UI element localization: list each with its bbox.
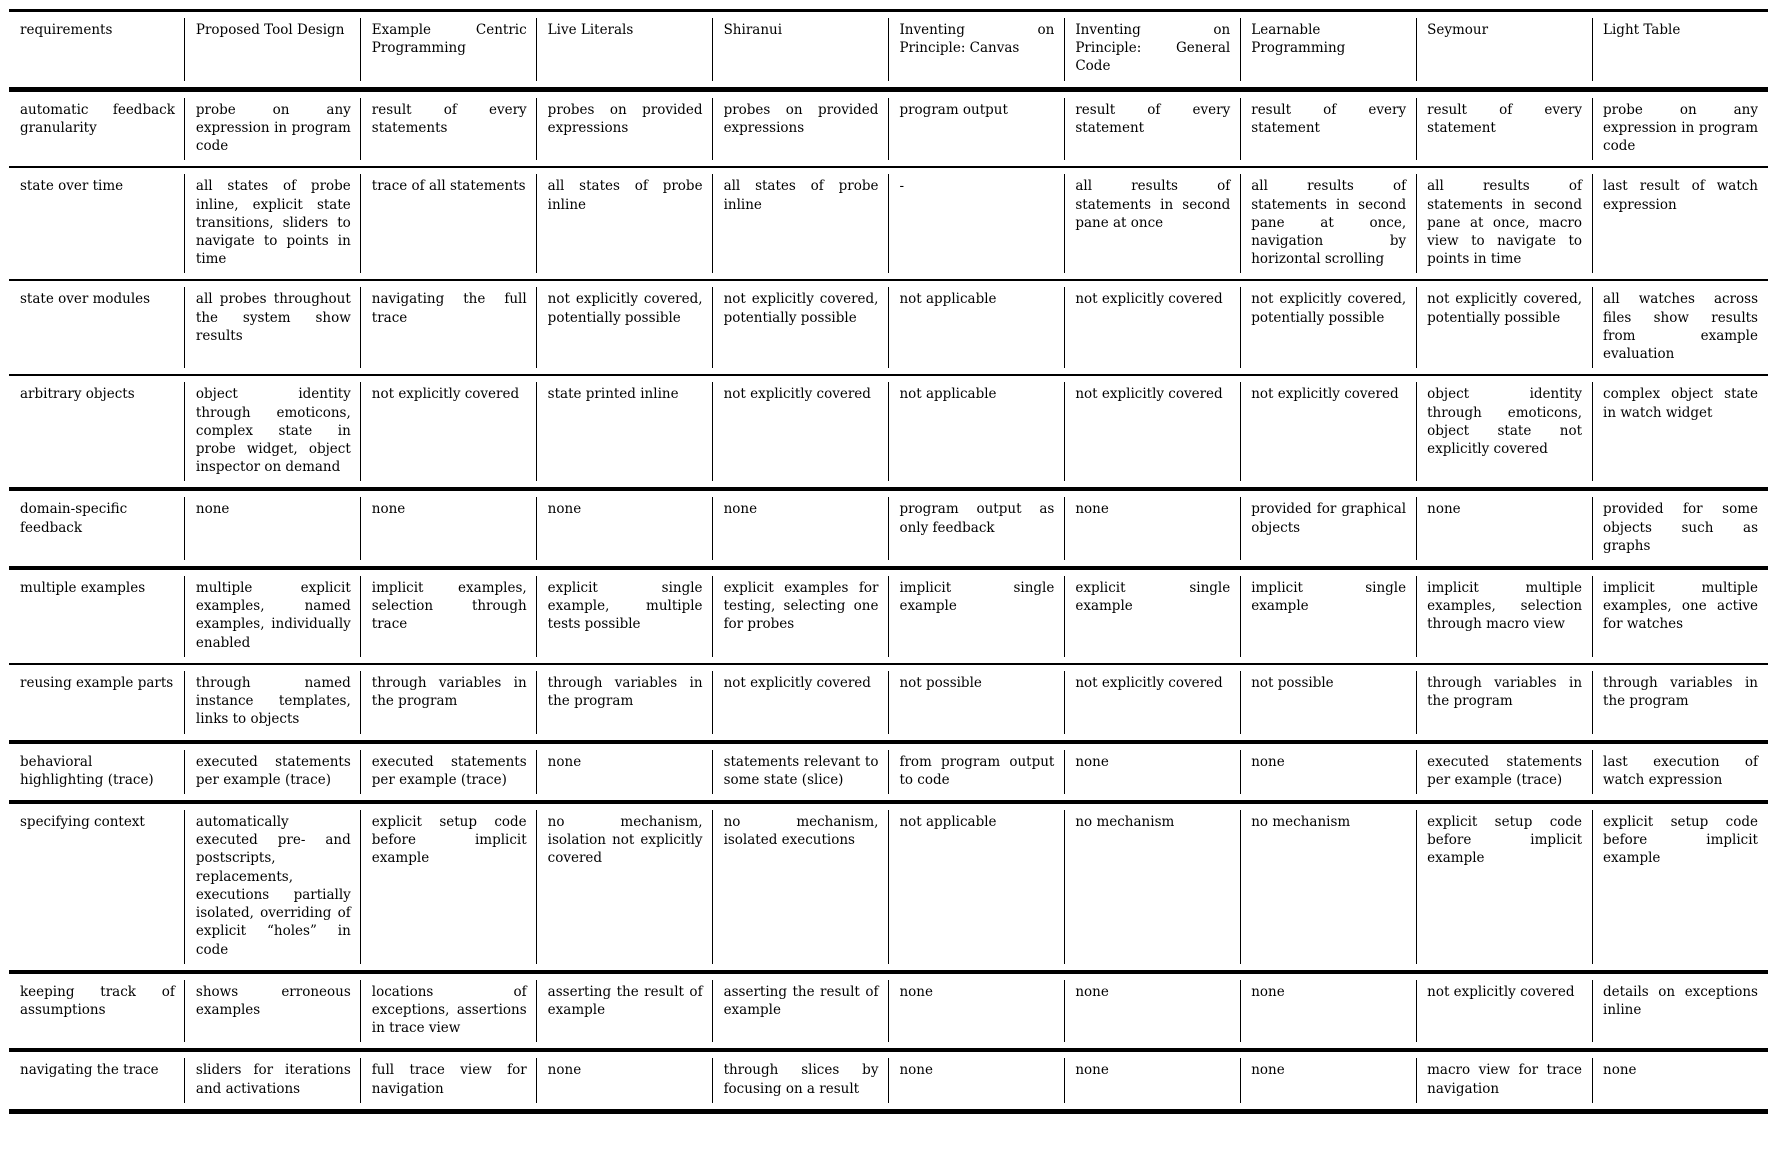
table-cell: provided for some objects such as graphs [1592,489,1768,568]
table-cell: trace of all statements [361,167,537,280]
table-cell: not explicitly covered [1064,664,1240,742]
table-cell: sliders for iterations and activations [185,1050,361,1111]
requirement-cell: automatic feedback granularity [9,89,185,167]
table-cell: not applicable [888,375,1064,489]
table-row [9,89,1768,167]
table-header [9,11,1768,90]
table-cell: all probes throughout the system show results [185,280,361,375]
table-cell: result of every statement [1416,89,1592,167]
requirement-cell: domain-specific feedback [9,489,185,568]
table-cell: not explicitly covered, potentially possible [537,280,713,375]
table-cell: not explicitly covered [1064,375,1240,489]
table-cell: automatically executed pre- and postscripts, replacements, executions partially isolated, overriding of explicit “holes” in code [185,802,361,972]
column-header: Learnable Programming [1240,11,1416,90]
table-cell: probe on any expression in program code [185,89,361,167]
table-cell: implicit single example [888,568,1064,664]
table-cell: implicit multiple examples, one active for watches [1592,568,1768,664]
table-cell: complex object state in watch widget [1592,375,1768,489]
requirement-cell: keeping track of assumptions [9,972,185,1051]
table-cell: all results of statements in second pane at once, navigation by horizontal scrolling [1240,167,1416,280]
table-row [9,167,1768,280]
table-cell: through variables in the program [1416,664,1592,742]
table-cell: statements relevant to some state (slice) [713,742,889,802]
table-cell: explicit setup code before implicit example [1592,802,1768,972]
table-cell: state printed inline [537,375,713,489]
table-cell: not applicable [888,280,1064,375]
table-cell: all states of probe inline [713,167,889,280]
table-cell: program output as only feedback [888,489,1064,568]
table-cell: through variables in the program [1592,664,1768,742]
table-cell: executed statements per example (trace) [185,742,361,802]
table-cell: not explicitly covered [713,375,889,489]
table-cell: details on exceptions inline [1592,972,1768,1051]
table-cell: result of every statement [1240,89,1416,167]
table-cell: not explicitly covered, potentially possible [1240,280,1416,375]
requirement-cell: specifying context [9,802,185,972]
column-header: Inventing on Principle: Canvas [888,11,1064,90]
table-cell: no mechanism, isolation not explicitly covered [537,802,713,972]
table-cell: explicit setup code before implicit example [1416,802,1592,972]
table-cell: none [1240,1050,1416,1111]
table-cell: explicit examples for testing, selecting one for probes [713,568,889,664]
table-cell: not explicitly covered [713,664,889,742]
table-cell: none [1240,972,1416,1051]
table-cell: not explicitly covered [1240,375,1416,489]
table-cell: object identity through emoticons, complex state in probe widget, object inspector on demand [185,375,361,489]
table-cell: from program output to code [888,742,1064,802]
table-cell: probe on any expression in program code [1592,89,1768,167]
header-row [9,11,1768,90]
column-header: Seymour [1416,11,1592,90]
column-header: Inventing on Principle: General Code [1064,11,1240,90]
table-cell: implicit examples, selection through trace [361,568,537,664]
table-cell: none [537,1050,713,1111]
table-row [9,802,1768,972]
table-body [9,89,1768,1111]
tool-comparison-table [9,9,1768,1114]
table-cell: program output [888,89,1064,167]
table-cell: not explicitly covered [1416,972,1592,1051]
column-header: Light Table [1592,11,1768,90]
table-cell: macro view for trace navigation [1416,1050,1592,1111]
requirement-cell: reusing example parts [9,664,185,742]
table-cell: provided for graphical objects [1240,489,1416,568]
column-header-requirements: requirements [9,11,185,90]
column-header: Example Centric Programming [361,11,537,90]
table-cell: executed statements per example (trace) [1416,742,1592,802]
table-cell: probes on provided expressions [537,89,713,167]
table-cell: none [537,489,713,568]
table-cell: full trace view for navigation [361,1050,537,1111]
requirement-cell: behavioral highlighting (trace) [9,742,185,802]
table-cell: none [1064,742,1240,802]
table-cell: none [1064,489,1240,568]
column-header: Proposed Tool Design [185,11,361,90]
column-header: Live Literals [537,11,713,90]
table-cell: none [888,972,1064,1051]
table-cell: none [1240,742,1416,802]
table-cell: last execution of watch expression [1592,742,1768,802]
table-row [9,489,1768,568]
table-cell: implicit single example [1240,568,1416,664]
table-cell: not possible [888,664,1064,742]
requirement-cell: arbitrary objects [9,375,185,489]
table-cell: all results of statements in second pane at once, macro view to navigate to points in time [1416,167,1592,280]
table-cell: executed statements per example (trace) [361,742,537,802]
requirement-cell: state over time [9,167,185,280]
table-cell: none [1592,1050,1768,1111]
table-cell: none [888,1050,1064,1111]
table-row [9,280,1768,375]
table-cell: implicit multiple examples, selection through macro view [1416,568,1592,664]
table-cell: through named instance templates, links to objects [185,664,361,742]
table-cell: not explicitly covered [1064,280,1240,375]
table-cell: no mechanism, isolated executions [713,802,889,972]
table-row [9,1050,1768,1111]
requirement-cell: navigating the trace [20,1062,159,1079]
table-cell: through variables in the program [537,664,713,742]
table-row [9,664,1768,742]
table-cell: explicit setup code before implicit example [361,802,537,972]
table-cell: probes on provided expressions [713,89,889,167]
requirement-cell: multiple examples [9,568,185,664]
table-cell: last result of watch expression [1592,167,1768,280]
table-cell: not possible [1240,664,1416,742]
table-cell: locations of exceptions, assertions in trace view [361,972,537,1051]
table-cell: no mechanism [1240,802,1416,972]
table-cell: none [1416,489,1592,568]
table-cell: asserting the result of example [537,972,713,1051]
table-cell: explicit single example, multiple tests possible [537,568,713,664]
table-cell: - [888,167,1064,280]
requirement-cell: state over modules [9,280,185,375]
table-cell: not explicitly covered, potentially possible [1416,280,1592,375]
table-cell: none [185,489,361,568]
table-cell: result of every statements [361,89,537,167]
table-row [9,375,1768,489]
table-cell: none [713,489,889,568]
table-cell: all states of probe inline [537,167,713,280]
table-row [9,972,1768,1051]
table-row [9,742,1768,802]
table-cell: none [361,489,537,568]
table-cell: result of every statement [1064,89,1240,167]
table-cell: through variables in the program [361,664,537,742]
table-cell: none [1064,1050,1240,1111]
table-cell: object identity through emoticons, object state not explicitly covered [1416,375,1592,489]
column-header: Shiranui [713,11,889,90]
table-cell: not explicitly covered [361,375,537,489]
table-cell: none [537,742,713,802]
table-row [9,568,1768,664]
table-cell: multiple explicit examples, named examples, individually enabled [185,568,361,664]
table-cell: none [1064,972,1240,1051]
table-cell: all states of probe inline, explicit state transitions, sliders to navigate to points in time [185,167,361,280]
table-cell: asserting the result of example [713,972,889,1051]
table-cell: explicit single example [1064,568,1240,664]
table-cell: not explicitly covered, potentially possible [713,280,889,375]
table-cell: shows erroneous examples [185,972,361,1051]
table-cell: no mechanism [1064,802,1240,972]
table-cell: through slices by focusing on a result [713,1050,889,1111]
table-cell: all watches across files show results from example evaluation [1592,280,1768,375]
table-cell: all results of statements in second pane at once [1064,167,1240,280]
table-cell: not applicable [888,802,1064,972]
table-cell: navigating the full trace [361,280,537,375]
